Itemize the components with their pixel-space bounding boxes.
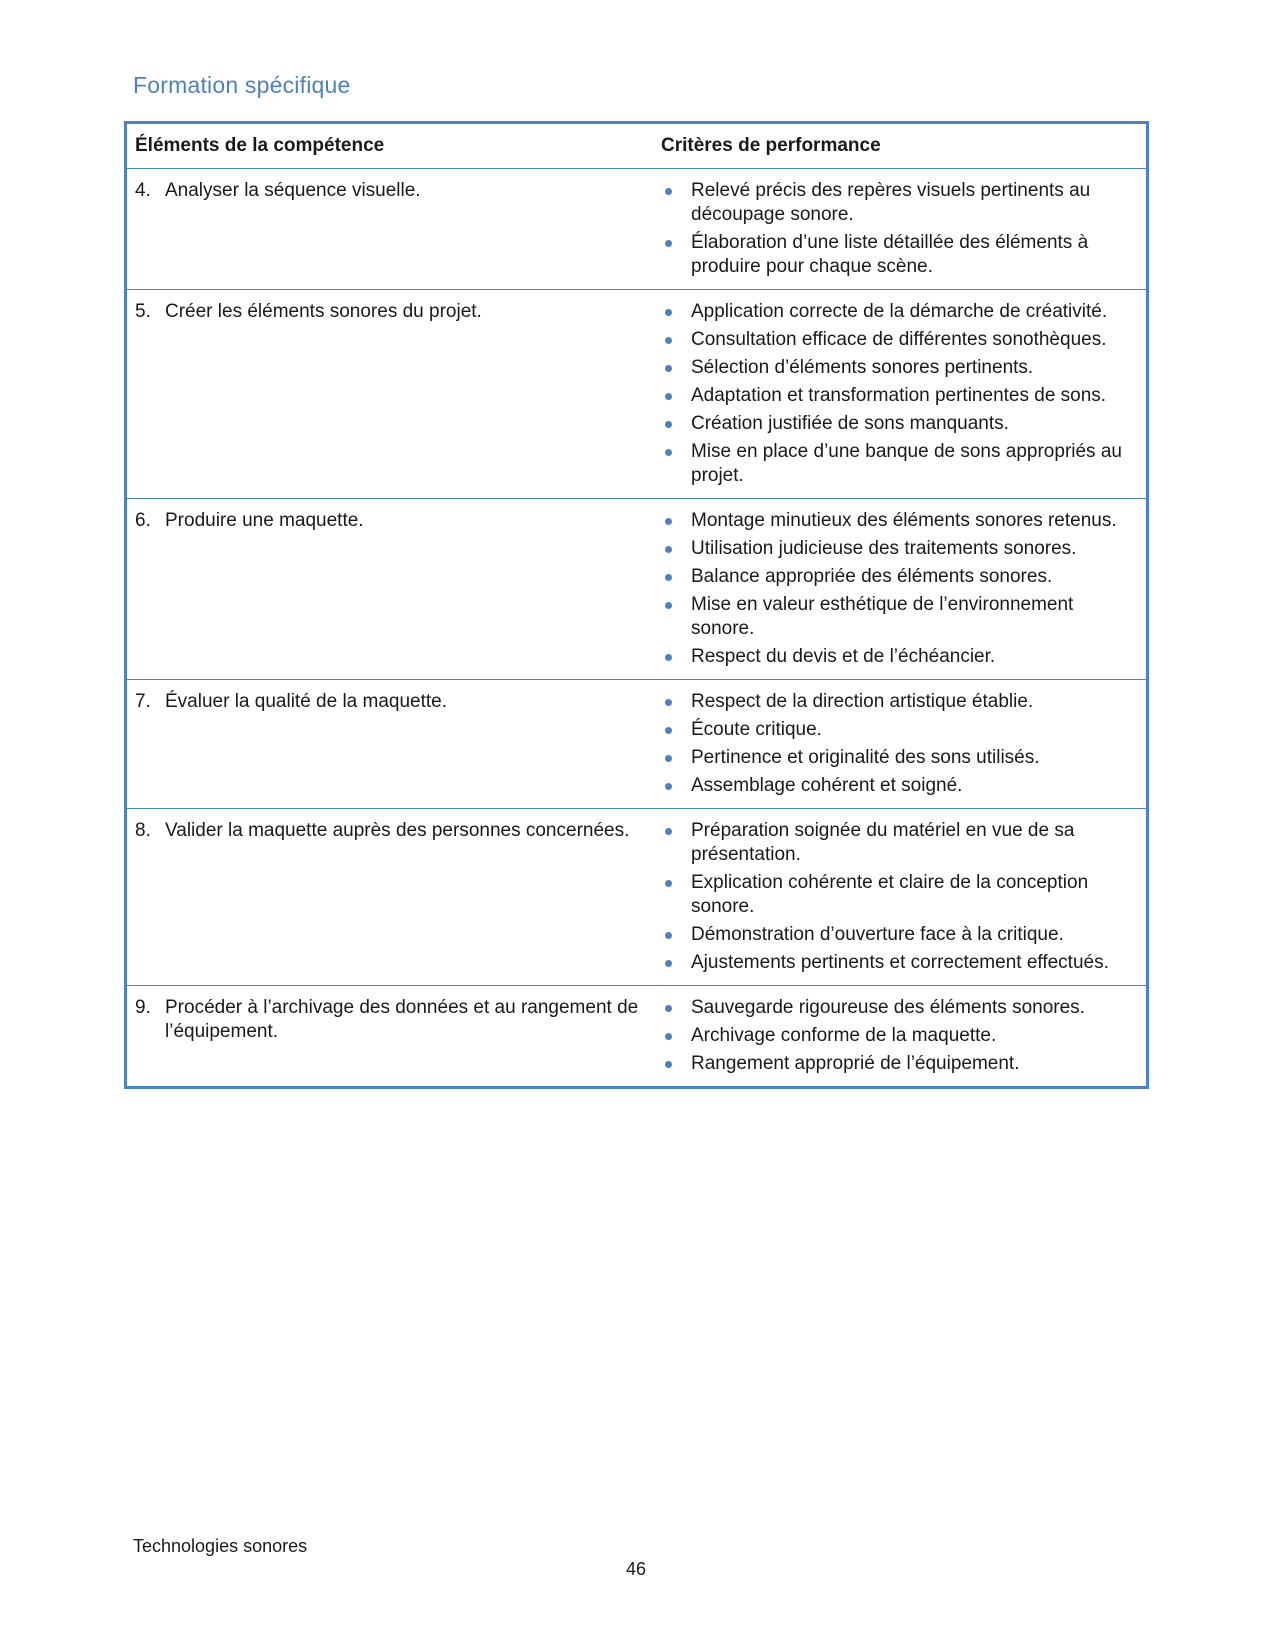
element-text: Valider la maquette auprès des personnes concernées. [165, 820, 630, 841]
criteria-list [661, 179, 1138, 279]
criteria-cell [653, 809, 1148, 986]
criteria-item [661, 923, 1138, 947]
criteria-item [661, 231, 1138, 279]
criteria-item [661, 179, 1138, 227]
criteria-item [661, 819, 1138, 867]
page-number: 46 [626, 1559, 647, 1579]
table-row [126, 986, 1148, 1088]
table-row [126, 680, 1148, 809]
table-row [126, 290, 1148, 499]
header-elements: Éléments de la compétence [126, 123, 654, 169]
bullet-icon [661, 356, 691, 380]
bullet-icon [661, 509, 691, 533]
criteria-item [661, 871, 1138, 919]
bullet-icon [661, 300, 691, 324]
bullet-icon [661, 996, 691, 1020]
bullet-icon [661, 923, 691, 947]
criteria-text: Assemblage cohérent et soigné. [691, 775, 963, 796]
criteria-text: Adaptation et transformation pertinentes de sons. [691, 385, 1107, 406]
criteria-cell [653, 680, 1148, 809]
criteria-text: Démonstration d’ouverture face à la critique. [691, 924, 1064, 945]
bullet-icon [661, 645, 691, 669]
criteria-text: Balance appropriée des éléments sonores. [691, 566, 1053, 587]
bullet-icon [661, 774, 691, 798]
element-cell [126, 169, 654, 290]
criteria-text: Élaboration d’une liste détaillée des éléments à produire pour chaque scène. [691, 232, 1089, 277]
element-item [135, 509, 645, 533]
criteria-cell [653, 986, 1148, 1088]
criteria-item [661, 593, 1138, 641]
element-text: Procéder à l’archivage des données et au rangement de l’équipement. [165, 997, 639, 1042]
criteria-text: Utilisation judicieuse des traitements sonores. [691, 538, 1077, 559]
element-text: Produire une maquette. [165, 510, 364, 531]
criteria-item [661, 1024, 1138, 1048]
element-item [135, 996, 645, 1044]
criteria-list [661, 509, 1138, 669]
element-number: 7. [135, 691, 151, 712]
element-number: 9. [135, 997, 151, 1018]
competence-table [124, 121, 1149, 1089]
table-header-row [126, 123, 1148, 169]
criteria-text: Explication cohérente et claire de la conception sonore. [691, 872, 1089, 917]
criteria-text: Archivage conforme de la maquette. [691, 1025, 997, 1046]
criteria-item [661, 718, 1138, 742]
criteria-item [661, 1052, 1138, 1076]
criteria-text: Mise en place d’une banque de sons appropriés au projet. [691, 441, 1122, 486]
bullet-icon [661, 690, 691, 714]
criteria-text: Sauvegarde rigoureuse des éléments sonores. [691, 997, 1085, 1018]
criteria-item [661, 509, 1138, 533]
bullet-icon [661, 565, 691, 589]
bullet-icon [661, 746, 691, 770]
element-item [135, 300, 645, 324]
bullet-icon [661, 951, 691, 975]
bullet-icon [661, 384, 691, 408]
table-row [126, 499, 1148, 680]
criteria-item [661, 328, 1138, 352]
criteria-list [661, 996, 1138, 1076]
criteria-list [661, 300, 1138, 488]
criteria-text: Respect de la direction artistique établie. [691, 691, 1034, 712]
criteria-text: Ajustements pertinents et correctement effectués. [691, 952, 1109, 973]
criteria-item [661, 300, 1138, 324]
criteria-item [661, 690, 1138, 714]
element-item [135, 819, 645, 843]
criteria-item [661, 746, 1138, 770]
footer-program-title: Technologies sonores [133, 1536, 308, 1556]
bullet-icon [661, 537, 691, 561]
criteria-text: Création justifiée de sons manquants. [691, 413, 1009, 434]
element-cell [126, 499, 654, 680]
bullet-icon [661, 412, 691, 436]
criteria-text: Écoute critique. [691, 719, 822, 740]
bullet-icon [661, 328, 691, 352]
table-body [126, 169, 1148, 1088]
criteria-cell [653, 169, 1148, 290]
table-row [126, 809, 1148, 986]
criteria-list [661, 819, 1138, 975]
criteria-item [661, 412, 1138, 436]
criteria-text: Relevé précis des repères visuels pertinents au découpage sonore. [691, 180, 1091, 225]
bullet-icon [661, 718, 691, 742]
element-cell [126, 986, 654, 1088]
criteria-text: Mise en valeur esthétique de l’environnement sonore. [691, 594, 1074, 639]
bullet-icon [661, 1052, 691, 1076]
bullet-icon [661, 871, 691, 919]
criteria-cell [653, 499, 1148, 680]
element-cell [126, 290, 654, 499]
element-text: Créer les éléments sonores du projet. [165, 301, 482, 322]
criteria-item [661, 440, 1138, 488]
criteria-item [661, 951, 1138, 975]
criteria-item [661, 774, 1138, 798]
table-row [126, 169, 1148, 290]
bullet-icon [661, 593, 691, 641]
bullet-icon [661, 231, 691, 279]
criteria-text: Application correcte de la démarche de créativité. [691, 301, 1108, 322]
criteria-item [661, 384, 1138, 408]
criteria-text: Rangement approprié de l’équipement. [691, 1053, 1020, 1074]
criteria-text: Respect du devis et de l’échéancier. [691, 646, 996, 667]
element-cell [126, 680, 654, 809]
criteria-text: Montage minutieux des éléments sonores retenus. [691, 510, 1117, 531]
bullet-icon [661, 1024, 691, 1048]
element-text: Évaluer la qualité de la maquette. [165, 691, 448, 712]
criteria-text: Sélection d’éléments sonores pertinents. [691, 357, 1034, 378]
criteria-item [661, 996, 1138, 1020]
criteria-item [661, 356, 1138, 380]
bullet-icon [661, 179, 691, 227]
header-criteres: Critères de performance [653, 123, 1148, 169]
element-number: 6. [135, 510, 151, 531]
bullet-icon [661, 819, 691, 867]
criteria-text: Pertinence et originalité des sons utilisés. [691, 747, 1040, 768]
criteria-item [661, 645, 1138, 669]
criteria-item [661, 565, 1138, 589]
element-number: 4. [135, 180, 151, 201]
criteria-item [661, 537, 1138, 561]
section-title: Formation spécifique [133, 72, 351, 98]
element-item [135, 179, 645, 203]
element-number: 5. [135, 301, 151, 322]
element-item [135, 690, 645, 714]
criteria-cell [653, 290, 1148, 499]
element-text: Analyser la séquence visuelle. [165, 180, 421, 201]
element-number: 8. [135, 820, 151, 841]
bullet-icon [661, 440, 691, 488]
element-cell [126, 809, 654, 986]
criteria-text: Consultation efficace de différentes sonothèques. [691, 329, 1107, 350]
criteria-list [661, 690, 1138, 798]
criteria-text: Préparation soignée du matériel en vue de sa présentation. [691, 820, 1075, 865]
